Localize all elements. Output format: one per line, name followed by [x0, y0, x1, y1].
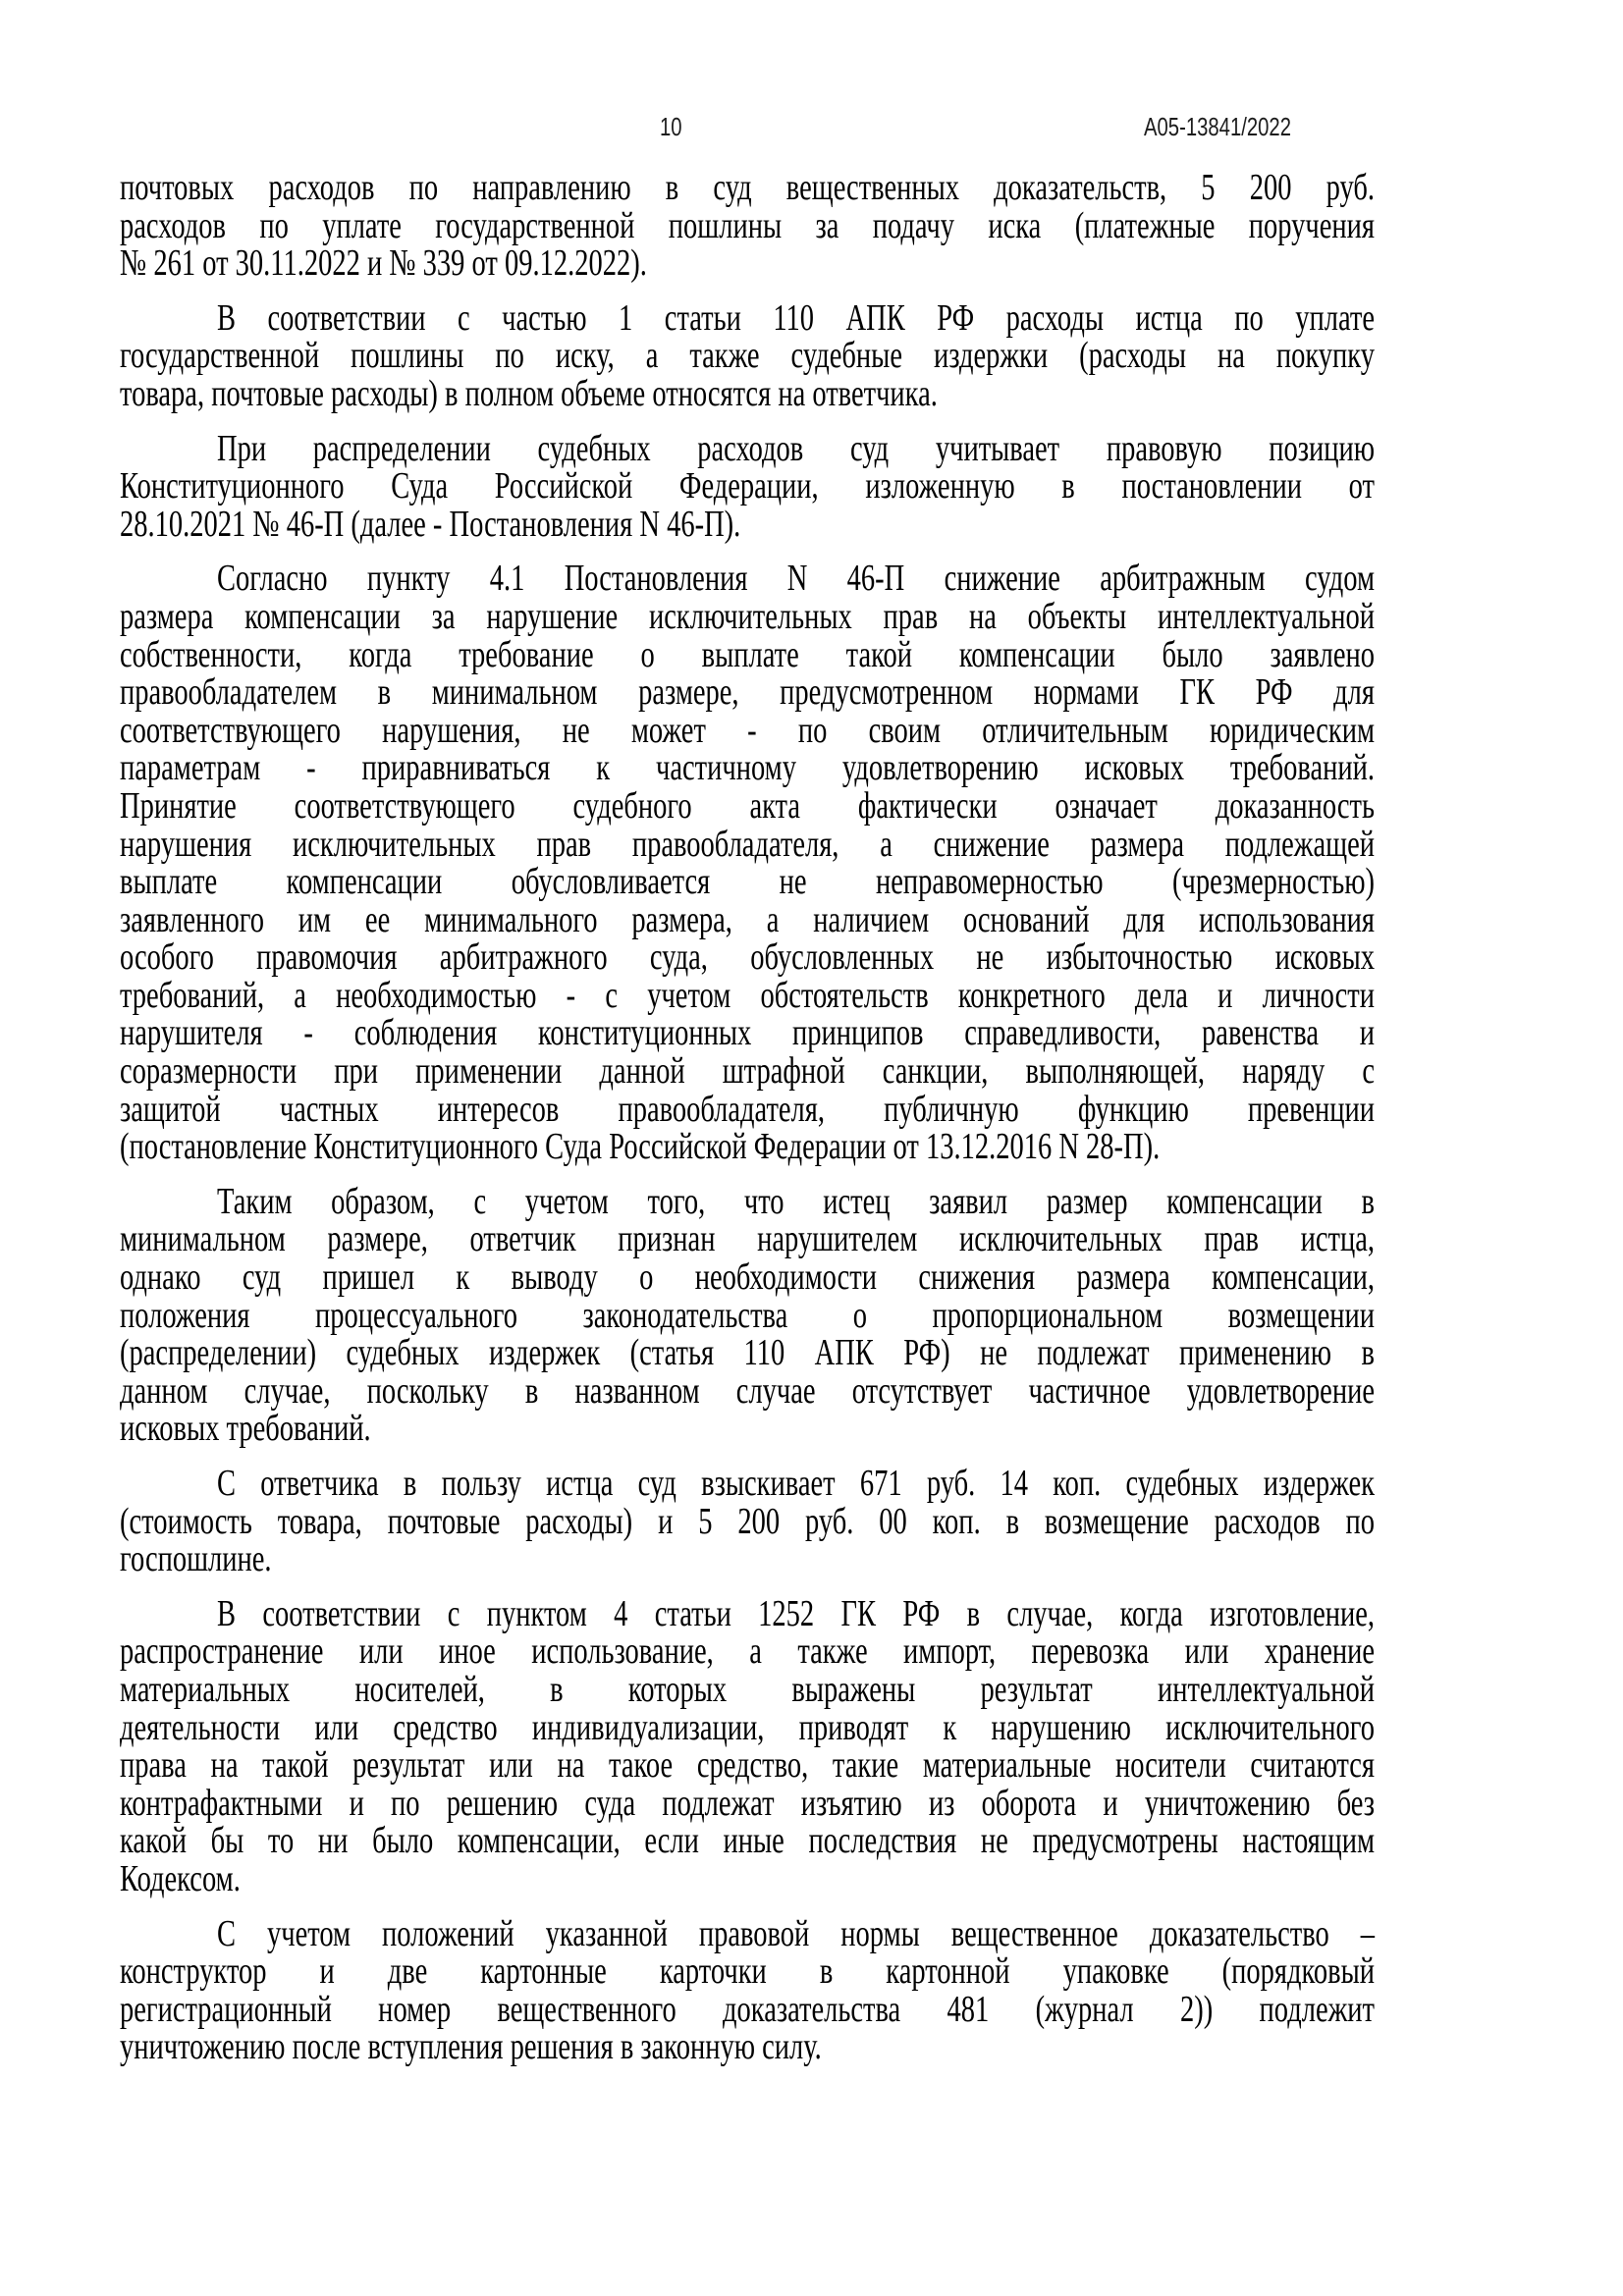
text-line: защитой частных интересов правообладателя, публичную функцию превенции [120, 1088, 1375, 1130]
text-line: № 261 от 30.11.2022 и № 339 от 09.12.2022). [120, 242, 647, 285]
text-line: Таким образом, с учетом того, что истец заявил размер компенсации в [217, 1180, 1375, 1222]
text-line: заявленного им ее минимального размера, а наличием оснований для использования [120, 898, 1375, 940]
text-line: исковых требований. [120, 1408, 371, 1450]
text-line: Принятие соответствующего судебного акта фактически означает доказанность [120, 784, 1375, 827]
text-line: При распределении судебных расходов суд учитывает правовую позицию [217, 427, 1375, 469]
text-line: государственной пошлины по иску, а также судебные издержки (расходы на покупку [120, 335, 1375, 377]
text-line: регистрационный номер вещественного доказательства 481 (журнал 2)) подлежит [120, 1988, 1375, 2030]
text-line: Конституционного Суда Российской Федерации, изложенную в постановлении от [120, 465, 1375, 507]
paragraph [120, 1465, 1375, 1578]
paragraph [120, 1912, 1375, 2068]
text-line: В соответствии с частью 1 статьи 110 АПК РФ расходы истца по уплате [217, 296, 1375, 339]
text-line: соответствующего нарушения, не может - по своим отличительным юридическим [120, 709, 1375, 751]
text-line: минимальном размере, ответчик признан нарушителем исключительных прав истца, [120, 1218, 1375, 1260]
paragraph [120, 560, 1375, 1166]
text-line: Кодексом. [120, 1857, 241, 1899]
text-line: С ответчика в пользу истца суд взыскивает 671 руб. 14 коп. судебных издержек [217, 1463, 1375, 1504]
paragraph [120, 1592, 1375, 1899]
text-line: распространение или иное использование, а также импорт, перевозка или хранение [120, 1630, 1375, 1673]
paragraph [120, 296, 1375, 414]
text-line: контрафактными и по решению суда подлежат изъятию из оборота и уничтожению без [120, 1782, 1375, 1824]
text-line: параметрам - приравниваться к частичному удовлетворению исковых требований. [120, 747, 1375, 789]
text-line: материальных носителей, в которых выражены результат интеллектуальной [120, 1668, 1375, 1710]
text-line: С учетом положений указанной правовой нормы вещественное доказательство – [217, 1912, 1375, 1954]
text-line: требований, а необходимостью - с учетом обстоятельств конкретного дела и личности [120, 974, 1375, 1016]
text-line: конструктор и две картонные карточки в картонной упаковке (порядковый [120, 1950, 1375, 1993]
paragraph [120, 427, 1375, 545]
text-line: нарушителя - соблюдения конституционных принципов справедливости, равенства и [120, 1012, 1375, 1054]
text-line: (стоимость товара, почтовые расходы) и 5 200 руб. 00 коп. в возмещение расходов по [120, 1500, 1375, 1542]
text-line: однако суд пришел к выводу о необходимости снижения размера компенсации, [120, 1256, 1375, 1299]
paragraph [120, 1180, 1375, 1450]
document-body [120, 169, 1375, 2066]
text-line: 28.10.2021 № 46-П (далее - Постановления N 46-П). [120, 503, 741, 545]
text-line: данном случае, поскольку в названном случае отсутствует частичное удовлетворение [120, 1369, 1375, 1412]
text-line: (распределении) судебных издержек (статья 110 АПК РФ) не подлежат применению в [120, 1332, 1375, 1374]
text-line: какой бы то ни было компенсации, если иные последствия не предусмотрены настоящим [120, 1820, 1375, 1862]
text-line: собственности, когда требование о выплате такой компенсации было заявлено [120, 633, 1375, 675]
text-line: соразмерности при применении данной штрафной санкции, выполняющей, наряду с [120, 1050, 1375, 1093]
text-line: нарушения исключительных прав правообладателя, а снижение размера подлежащей [120, 823, 1375, 865]
text-line: деятельности или средство индивидуализации, приводят к нарушению исключительного [120, 1706, 1375, 1748]
text-line: В соответствии с пунктом 4 статьи 1252 ГК РФ в случае, когда изготовление, [217, 1592, 1375, 1634]
text-line: товара, почтовые расходы) в полном объеме относятся на ответчика. [120, 372, 938, 414]
text-line: права на такой результат или на такое средство, такие материальные носители считаются [120, 1744, 1375, 1787]
case-number: А05-13841/2022 [1144, 112, 1291, 141]
text-line: правообладателем в минимальном размере, предусмотренном нормами ГК РФ для [120, 671, 1375, 714]
page-number: 10 [660, 112, 682, 141]
text-line: размера компенсации за нарушение исключительных прав на объекты интеллектуальной [120, 595, 1375, 637]
text-line: Согласно пункту 4.1 Постановления N 46-П снижение арбитражным судом [217, 558, 1375, 600]
paragraph [120, 169, 1375, 283]
text-line: госпошлине. [120, 1538, 272, 1580]
text-line: положения процессуального законодательства о пропорциональном возмещении [120, 1294, 1375, 1336]
text-line: почтовых расходов по направлению в суд вещественных доказательств, 5 200 руб. [120, 167, 1375, 208]
text-line: (постановление Конституционного Суда Российской Федерации от 13.12.2016 N 28-П). [120, 1126, 1161, 1168]
text-line: особого правомочия арбитражного суда, обусловленных не избыточностью исковых [120, 936, 1375, 979]
text-line: уничтожению после вступления решения в законную силу. [120, 2026, 822, 2068]
text-line: выплате компенсации обусловливается не неправомерностью (чрезмерностью) [120, 861, 1375, 903]
text-line: расходов по уплате государственной пошлины за подачу иска (платежные поручения [120, 204, 1375, 246]
